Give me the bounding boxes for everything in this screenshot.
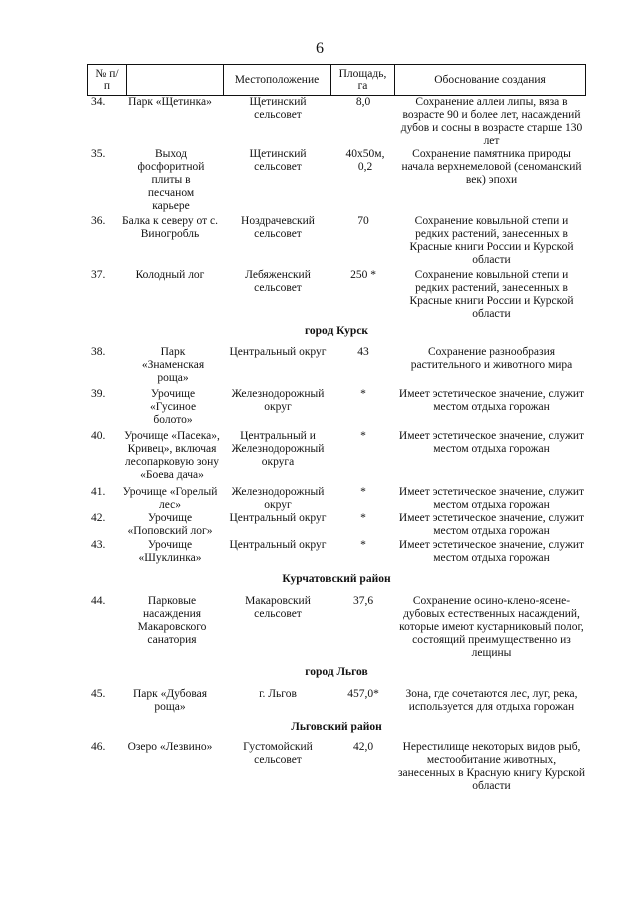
row-area: 37,6 <box>352 595 374 607</box>
row-location: г. Льгов <box>259 688 297 700</box>
row-num: 40. <box>91 430 106 442</box>
row-location: Щетинский сельсовет <box>249 148 307 173</box>
row-num: 38. <box>91 346 106 358</box>
row-num: 42. <box>91 512 106 524</box>
row-location: Железнодорожный округ <box>231 486 325 511</box>
row-area: 8,0 <box>355 96 371 108</box>
section-heading: Курчатовский район <box>282 573 391 585</box>
row-area: 40х50м, 0,2 <box>345 148 385 173</box>
row-location: Макаровский сельсовет <box>245 595 311 620</box>
row-name: Озеро «Лезвино» <box>127 741 213 753</box>
row-area: * <box>360 486 366 498</box>
row-num: 34. <box>91 96 106 108</box>
row-basis: Сохранение аллеи липы, вяза в возрасте 90 и более лет, насаждений дубов и сосны в возрасте старше 130 лет <box>400 96 583 147</box>
row-basis: Имеет эстетическое значение, служит местом отдыха горожан <box>398 512 585 537</box>
row-area: 250 * <box>350 269 376 281</box>
row-basis: Имеет эстетическое значение, служит местом отдыха горожан <box>398 539 585 564</box>
header-name <box>127 65 224 95</box>
row-location: Центральный и Железнодорожный округа <box>231 430 325 468</box>
row-basis: Имеет эстетическое значение, служит местом отдыха горожан <box>398 388 585 413</box>
row-name: Парковые насаждения Макаровского санатория <box>137 595 207 646</box>
row-area: * <box>360 430 366 442</box>
row-area: 70 <box>357 215 369 227</box>
row-num: 44. <box>91 595 106 607</box>
row-area: 42,0 <box>352 741 374 753</box>
row-basis: Сохранение осино-клено-ясене-дубовых естественных насаждений, которые имеют кустарниковый полог, состоящий преимущественно из лещины <box>399 595 584 659</box>
row-name: Урочище «Поповский лог» <box>127 512 213 537</box>
row-name: Урочище «Шуклинка» <box>138 539 202 564</box>
row-basis: Нерестилище некоторых видов рыб, местообитание животных, занесенных в Красную книгу Курской области <box>397 741 586 792</box>
header-num: № п/п <box>87 65 127 95</box>
page-number: 6 <box>316 40 324 57</box>
row-name: Парк «Знаменская роща» <box>141 346 205 384</box>
row-num: 45. <box>91 688 106 700</box>
row-basis: Сохранение разнообразия растительного и животного мира <box>410 346 573 371</box>
header-location: Местоположение <box>224 65 331 95</box>
row-name: Парк «Щетинка» <box>128 96 212 108</box>
section-heading: Льговский район <box>291 721 382 733</box>
header-area: Площадь, га <box>331 65 395 95</box>
row-num: 36. <box>91 215 106 227</box>
header-basis: Обоснование создания <box>395 65 586 95</box>
row-basis: Сохранение памятника природы начала верхнемеловой (сеноманский век) эпохи <box>401 148 582 186</box>
row-basis: Имеет эстетическое значение, служит местом отдыха горожан <box>398 430 585 455</box>
row-name: Выход фосфоритной плиты в песчаном карьере <box>137 148 205 212</box>
row-location: Лебяженский сельсовет <box>245 269 311 294</box>
row-location: Железнодорожный округ <box>231 388 325 413</box>
row-location: Центральный округ <box>229 539 327 551</box>
row-name: Урочище «Пасека», Кривец», включая лесопарковую зону «Боева дача» <box>124 430 220 481</box>
row-area: * <box>360 388 366 400</box>
row-name: Парк «Дубовая роща» <box>132 688 208 713</box>
row-location: Густомойский сельсовет <box>243 741 313 766</box>
table-header <box>87 64 586 96</box>
row-area: * <box>360 512 366 524</box>
row-name: Балка к северу от с. Виногробль <box>122 215 218 240</box>
row-num: 35. <box>91 148 106 160</box>
row-num: 41. <box>91 486 106 498</box>
row-name: Урочище «Гусиное болото» <box>149 388 197 426</box>
row-location: Центральный округ <box>229 512 327 524</box>
row-name: Урочище «Горелый лес» <box>122 486 218 511</box>
row-basis: Сохранение ковыльной степи и редких растений, занесенных в Красные книги России и Курской области <box>409 269 574 320</box>
row-area: * <box>360 539 366 551</box>
row-basis: Зона, где сочетаются лес, луг, река, используется для отдыха горожан <box>405 688 578 713</box>
row-num: 37. <box>91 269 106 281</box>
row-location: Центральный округ <box>229 346 327 358</box>
row-name: Колодный лог <box>135 269 205 281</box>
row-num: 46. <box>91 741 106 753</box>
section-heading: город Льгов <box>305 666 368 678</box>
row-area: 457,0* <box>347 688 379 700</box>
row-location: Щетинский сельсовет <box>249 96 307 121</box>
section-heading: город Курск <box>304 325 369 337</box>
row-basis: Имеет эстетическое значение, служит местом отдыха горожан <box>398 486 585 511</box>
row-basis: Сохранение ковыльной степи и редких растений, занесенных в Красные книги России и Курской области <box>409 215 574 266</box>
row-num: 39. <box>91 388 106 400</box>
row-location: Ноздрачевский сельсовет <box>241 215 315 240</box>
row-num: 43. <box>91 539 106 551</box>
row-area: 43 <box>357 346 369 358</box>
